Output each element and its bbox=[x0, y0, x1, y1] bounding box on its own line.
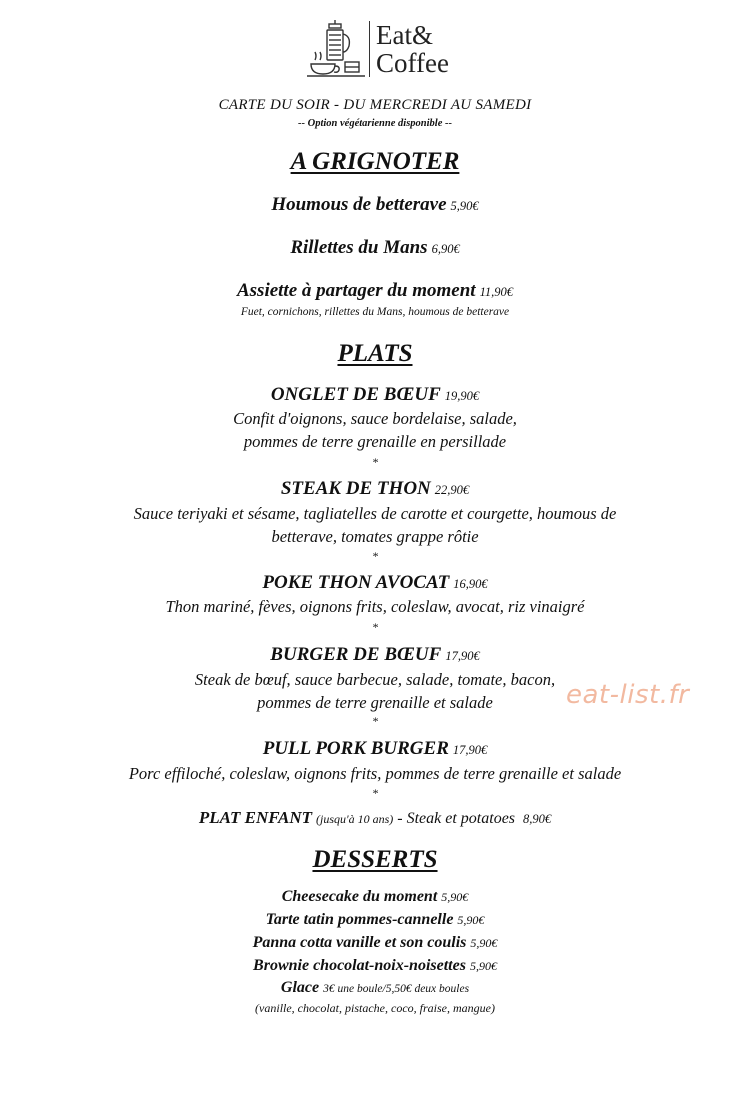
item-name: PLAT ENFANT bbox=[198, 808, 313, 827]
menu-item bbox=[0, 194, 750, 216]
item-description: Sauce teriyaki et sésame, tagliatelles de carotte et courgette, houmous de bbox=[133, 504, 617, 523]
item-price: 5,90€ bbox=[457, 913, 485, 927]
menu-item bbox=[0, 572, 750, 594]
item-name: PULL PORK BURGER bbox=[262, 738, 449, 759]
logo bbox=[305, 14, 475, 84]
menu-item bbox=[0, 738, 750, 760]
item-price: 17,90€ bbox=[445, 649, 480, 663]
item-description: pommes de terre grenaille en persillade bbox=[243, 432, 507, 451]
dessert-item bbox=[0, 957, 750, 975]
menu-item bbox=[0, 478, 750, 500]
item-price: 8,90€ bbox=[523, 812, 552, 826]
section-title-grignoter: A GRIGNOTER bbox=[290, 148, 460, 175]
item-price: 11,90€ bbox=[479, 285, 514, 299]
item-description: Fuet, cornichons, rillettes du Mans, houmous de betterave bbox=[240, 306, 510, 318]
vegetarian-note: -- Option végétarienne disponible -- bbox=[298, 118, 452, 129]
item-price: 3€ une boule/5,50€ deux boules bbox=[323, 983, 470, 995]
separator-star: * bbox=[372, 620, 378, 634]
item-price: 5,90€ bbox=[441, 890, 469, 904]
menu-item bbox=[0, 280, 750, 302]
item-price: 5,90€ bbox=[450, 199, 479, 213]
item-description: - Steak et potatoes bbox=[397, 810, 516, 827]
menu-item-enfant bbox=[0, 808, 750, 828]
logo-line-1: Eat& bbox=[376, 20, 433, 50]
item-description: pommes de terre grenaille et salade bbox=[257, 693, 493, 712]
separator-star: * bbox=[372, 549, 378, 563]
item-price: 22,90€ bbox=[434, 483, 470, 497]
item-price: 16,90€ bbox=[453, 577, 488, 591]
dessert-item bbox=[0, 979, 750, 997]
item-description: betterave, tomates grappe rôtie bbox=[271, 527, 479, 546]
item-name: STEAK DE THON bbox=[280, 478, 431, 499]
item-name: Cheesecake du moment bbox=[281, 888, 438, 905]
separator-star: * bbox=[372, 714, 378, 728]
separator-star: * bbox=[372, 455, 378, 469]
item-name: Tarte tatin pommes-cannelle bbox=[265, 911, 454, 928]
item-name: Panna cotta vanille et son coulis bbox=[252, 934, 467, 951]
item-description: Confit d'oignons, sauce bordelaise, salade, bbox=[233, 409, 517, 428]
menu-title: CARTE DU SOIR - DU MERCREDI AU SAMEDI bbox=[218, 97, 532, 113]
item-price: 19,90€ bbox=[444, 389, 480, 403]
item-price: 5,90€ bbox=[470, 936, 498, 950]
item-name: Rillettes du Mans bbox=[290, 237, 428, 258]
item-price: 5,90€ bbox=[469, 959, 497, 973]
coffee-press-icon bbox=[305, 18, 367, 80]
item-name: Assiette à partager du moment bbox=[236, 280, 476, 301]
item-price: 6,90€ bbox=[431, 242, 460, 256]
item-name: Houmous de betterave bbox=[271, 194, 447, 215]
dessert-item bbox=[0, 934, 750, 952]
item-description: Thon mariné, fèves, oignons frits, coleslaw, avocat, riz vinaigré bbox=[165, 597, 585, 616]
item-description: Steak de bœuf, sauce barbecue, salade, tomate, bacon, bbox=[194, 670, 556, 689]
logo-line-2: Coffee bbox=[376, 48, 449, 78]
item-name: POKE THON AVOCAT bbox=[262, 572, 450, 593]
section-title-desserts: DESSERTS bbox=[312, 846, 438, 873]
item-name: ONGLET DE BŒUF bbox=[270, 384, 441, 405]
dessert-item bbox=[0, 911, 750, 929]
item-description: Porc effiloché, coleslaw, oignons frits, pommes de terre grenaille et salade bbox=[128, 764, 622, 783]
item-name: Brownie chocolat-noix-noisettes bbox=[253, 957, 466, 974]
menu-item bbox=[0, 237, 750, 259]
watermark: eat-list.fr bbox=[566, 680, 690, 710]
menu-item bbox=[0, 644, 750, 666]
item-price: 17,90€ bbox=[452, 743, 488, 757]
item-age-note: (jusqu'à 10 ans) bbox=[316, 812, 394, 826]
menu-item bbox=[0, 384, 750, 406]
item-name: Glace bbox=[280, 979, 320, 996]
ice-cream-flavors: (vanille, chocolat, pistache, coco, fraise, mangue) bbox=[255, 1001, 495, 1015]
section-title-plats: PLATS bbox=[337, 340, 413, 367]
logo-text bbox=[369, 21, 449, 77]
dessert-item bbox=[0, 888, 750, 906]
item-name: BURGER DE BŒUF bbox=[270, 644, 442, 665]
separator-star: * bbox=[372, 786, 378, 800]
